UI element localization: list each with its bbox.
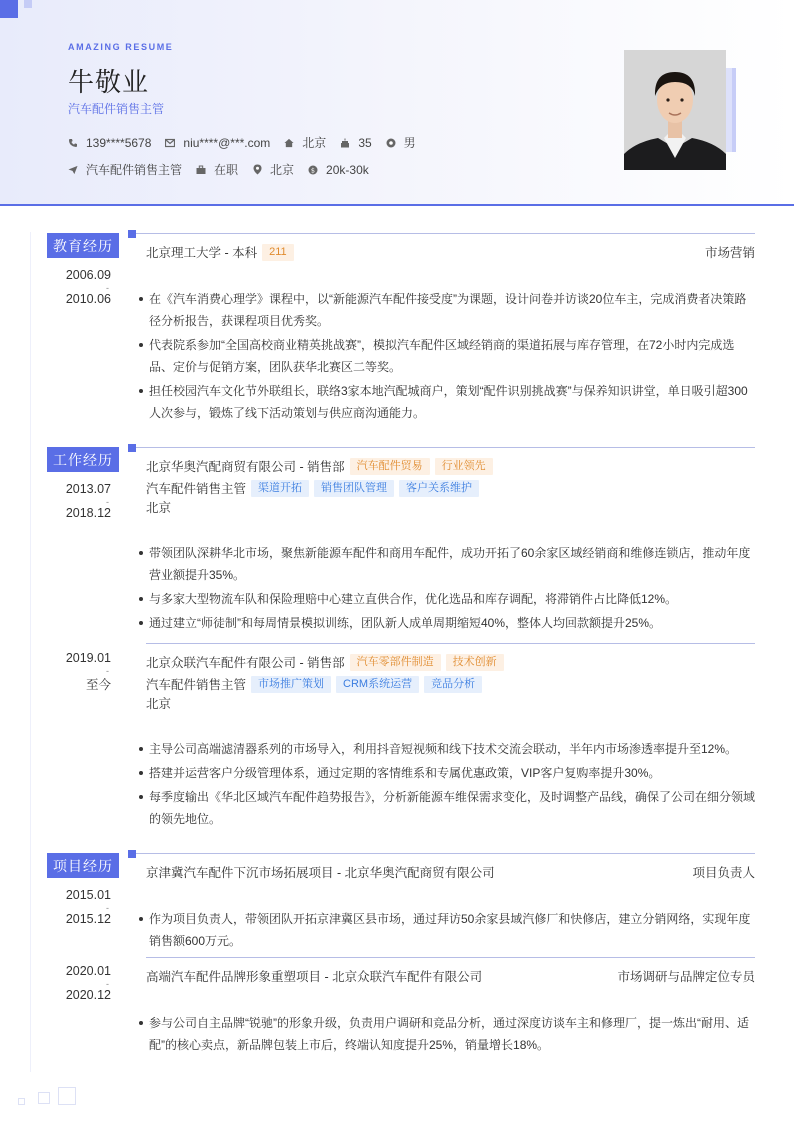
- date-dash: -: [106, 903, 109, 913]
- section-divider: [136, 447, 755, 448]
- email-value: niu****@***.com: [183, 135, 271, 150]
- proj2-title-line: [146, 967, 755, 985]
- date-dash: -: [106, 666, 109, 676]
- edu-major: 市场营销: [704, 246, 755, 260]
- photo-frame-decor-line: [732, 68, 736, 152]
- edu-tag: 211: [262, 244, 294, 261]
- list-item: 每季度输出《华北区域汽车配件趋势报告》，分析新能源车维保需求变化，及时调整产品线，确保了公司在细分领域的领先地位。: [138, 786, 755, 830]
- mail-icon: [165, 138, 175, 148]
- timeline-line: [30, 232, 31, 1072]
- age-value: 35: [358, 135, 372, 150]
- svg-text:$: $: [310, 165, 316, 174]
- section-marker: [128, 850, 136, 858]
- tagline: AMAZING RESUME: [68, 42, 174, 52]
- decor-square-outline: [38, 1092, 50, 1104]
- section-marker: [128, 230, 136, 238]
- proj1-title-line: [146, 863, 755, 881]
- work1-company-line: [146, 457, 755, 475]
- proj1-role: 项目负责人: [692, 866, 755, 880]
- work2-company: 北京众联汽车配件有限公司 - 销售部: [146, 656, 345, 670]
- briefcase-icon: [196, 165, 206, 175]
- edu-start-date: 2006.09: [65, 268, 111, 282]
- work1-city: 北京: [146, 501, 172, 515]
- work2-bullets: [138, 738, 755, 832]
- email-item: [165, 136, 270, 150]
- candidate-job-title: 汽车配件销售主管: [68, 102, 165, 116]
- skill-tag: 竞品分析: [424, 676, 482, 693]
- hometown-value: 北京: [302, 136, 327, 150]
- industry-tag: 汽车零部件制造: [350, 654, 441, 671]
- list-item: 参与公司自主品牌“锐驰”的形象升级，负责用户调研和竞品分析，通过深度访谈车主和修理厂，提一炼出“耐用、适配”的核心卖点，新品牌包装上市后，终端认知度提升25%，销量增长18%。: [138, 1012, 755, 1056]
- list-item: 搭建并运营客户分级管理体系，通过定期的客情维系和专属优惠政策，VIP客户复购率提升30%。: [138, 762, 755, 784]
- date-dash: -: [106, 979, 109, 989]
- status-value: 在职: [214, 163, 239, 177]
- skill-tag: 销售团队管理: [314, 480, 394, 497]
- industry-tag: 汽车配件贸易: [350, 458, 430, 475]
- work2-start-date: 2019.01: [65, 651, 111, 665]
- list-item: 在《汽车消费心理学》课程中，以“新能源汽车配件接受度”为课题，设计问卷并访谈20位车主，完成消费者决策路径分析报告，获课程项目优秀奖。: [138, 288, 755, 332]
- edu-school: 北京理工大学 - 本科: [146, 246, 258, 260]
- skill-tag: CRM系统运营: [336, 676, 419, 693]
- skill-tag: 客户关系维护: [399, 480, 479, 497]
- intent-job-item: [68, 161, 182, 178]
- work1-position: 汽车配件销售主管: [146, 482, 247, 496]
- hometown-item: [284, 134, 326, 151]
- edu-end-date: 2010.06: [65, 292, 111, 306]
- phone-icon: [68, 138, 78, 148]
- header-divider: [0, 204, 794, 206]
- list-item: 通过建立“师徒制”和每周情景模拟训练，团队新人成单周期缩短40%，整体人均回款额提升25%。: [138, 612, 755, 634]
- industry-tag: 行业领先: [435, 458, 493, 475]
- salary-item: [308, 163, 369, 177]
- phone-item: [68, 136, 151, 150]
- send-icon: [68, 165, 78, 175]
- phone-value: 139****5678: [86, 135, 152, 150]
- edu-title-line: [146, 243, 755, 261]
- age-icon: [340, 138, 350, 148]
- status-item: [196, 161, 238, 178]
- gender-item: [386, 134, 416, 151]
- section-label-work: 工作经历: [47, 447, 119, 472]
- section-marker: [128, 444, 136, 452]
- proj2-role: 市场调研与品牌定位专员: [617, 970, 755, 984]
- salary-value: 20k-30k: [326, 162, 369, 177]
- decor-square: [0, 0, 18, 18]
- proj1-end-date: 2015.12: [65, 912, 111, 926]
- skill-tag: 渠道开拓: [251, 480, 309, 497]
- work2-position: 汽车配件销售主管: [146, 678, 247, 692]
- work2-end-date: 至今: [85, 678, 111, 692]
- date-dash: -: [106, 283, 109, 293]
- list-item: 主导公司高端滤清器系列的市场导入，利用抖音短视频和线下技术交流会联动，半年内市场渗透率提升至12%。: [138, 738, 755, 760]
- work1-start-date: 2013.07: [65, 482, 111, 496]
- proj1-start-date: 2015.01: [65, 888, 111, 902]
- salary-icon: [308, 165, 318, 175]
- proj1-bullets: [138, 908, 755, 954]
- list-item: 作为项目负责人，带领团队开拓京津冀区县市场，通过拜访50余家县域汽修厂和快修店，建立分销网络，实现年度销售额600万元。: [138, 908, 755, 952]
- list-item: 与多家大型物流车队和保险理赔中心建立直供合作，优化选品和库存调配，将滞销件占比降低12%。: [138, 588, 755, 610]
- work2-company-line: [146, 653, 755, 671]
- work1-end-date: 2018.12: [65, 506, 111, 520]
- section-divider: [136, 233, 755, 234]
- work1-position-line: [146, 479, 755, 497]
- proj2-bullets: [138, 1012, 755, 1058]
- list-item: 担任校园汽车文化节外联组长，联络3家本地汽配城商户，策划“配件识别挑战赛”与保养知识讲堂，单日吸引超300人次参与，锻炼了线下活动策划与供应商沟通能力。: [138, 380, 755, 424]
- list-item: 代表院系参加“全国高校商业精英挑战赛”，模拟汽车配件区域经销商的渠道拓展与库存管理，在72小时内完成选品、定价与促销方案，团队获华北赛区二等奖。: [138, 334, 755, 378]
- contact-row: [68, 134, 430, 151]
- profile-photo: [624, 50, 726, 170]
- decor-square-outline: [58, 1087, 76, 1105]
- work2-position-line: [146, 675, 755, 693]
- work2-city: 北京: [146, 697, 172, 711]
- industry-tag: 技术创新: [446, 654, 504, 671]
- section-label-projects: 项目经历: [47, 853, 119, 878]
- intent-row: [68, 161, 383, 178]
- proj2-end-date: 2020.12: [65, 988, 111, 1002]
- intent-city-value: 北京: [270, 163, 295, 177]
- decor-square-small: [24, 0, 32, 8]
- proj1-title: 京津冀汽车配件下沉市场拓展项目 - 北京华奥汽配商贸有限公司: [146, 866, 495, 880]
- date-dash: -: [106, 497, 109, 507]
- decor-square-outline: [18, 1098, 25, 1105]
- location-icon: [252, 165, 262, 175]
- skill-tag: 市场推广策划: [251, 676, 331, 693]
- entry-divider: [146, 643, 755, 644]
- section-label-education: 教育经历: [47, 233, 119, 258]
- intent-city-item: [252, 161, 294, 178]
- candidate-name: 牛敬业: [68, 68, 150, 98]
- section-divider: [136, 853, 755, 854]
- entry-divider: [146, 957, 755, 958]
- gender-value: 男: [403, 136, 416, 150]
- work1-company: 北京华奥汽配商贸有限公司 - 销售部: [146, 460, 345, 474]
- proj2-title: 高端汽车配件品牌形象重塑项目 - 北京众联汽车配件有限公司: [146, 970, 483, 984]
- intent-job-value: 汽车配件销售主管: [86, 163, 183, 177]
- proj2-start-date: 2020.01: [65, 964, 111, 978]
- edu-bullets: [138, 288, 755, 426]
- list-item: 带领团队深耕华北市场，聚焦新能源车配件和商用车配件，成功开拓了60余家区域经销商和维修连锁店，推动年度营业额提升35%。: [138, 542, 755, 586]
- work1-bullets: [138, 542, 755, 636]
- gender-icon: [386, 138, 396, 148]
- age-item: [340, 136, 371, 150]
- home-icon: [284, 138, 294, 148]
